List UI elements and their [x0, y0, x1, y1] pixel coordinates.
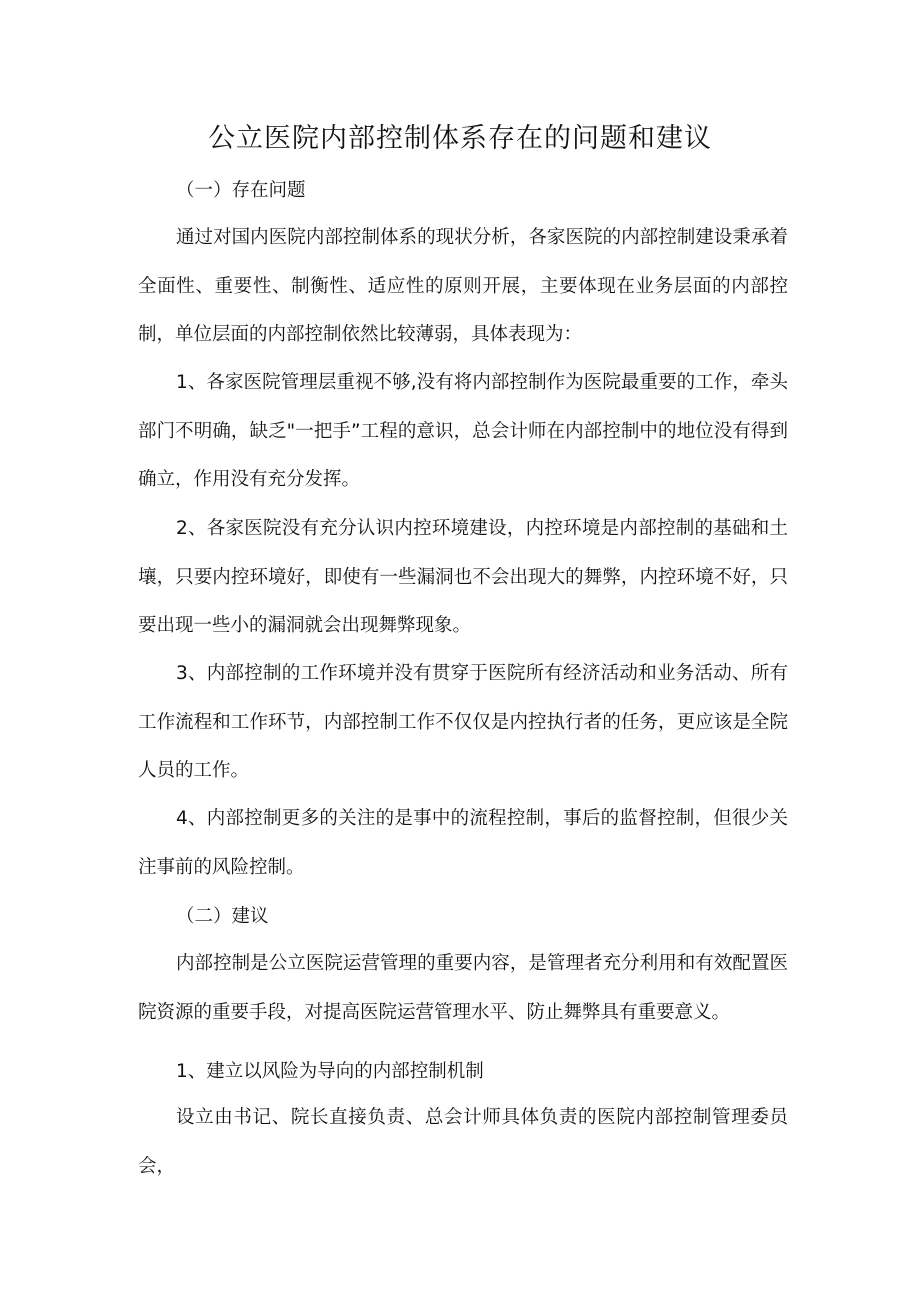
suggestion-intro-paragraph: 内部控制是公立医院运营管理的重要内容，是管理者充分利用和有效配置医院资源的重要手段，对提高医院运营管理水平、防止舞弊具有重要意义。 — [138, 953, 788, 1023]
section-heading-problems: （一）存在问题 — [176, 180, 306, 201]
suggestion-paragraph-1: 设立由书记、院长直接负责、总会计师具体负责的医院内部控制管理委员会， — [138, 1107, 788, 1177]
problem-paragraph-3: 3、内部控制的工作环境并没有贯穿于医院所有经济活动和业务活动、所有工作流程和工作环节，内部控制工作不仅仅是内控执行者的任务，更应该是全院人员的工作。 — [138, 663, 788, 781]
intro-paragraph: 通过对国内医院内部控制体系的现状分析，各家医院的内部控制建设秉承着全面性、重要性、制衡性、适应性的原则开展，主要体现在业务层面的内部控制，单位层面的内部控制依然比较薄弱，具体表现为： — [138, 227, 788, 345]
document-title: 公立医院内部控制体系存在的问题和建议 — [208, 123, 712, 154]
problem-paragraph-4: 4、内部控制更多的关注的是事中的流程控制，事后的监督控制，但很少关注事前的风险控制。 — [138, 808, 788, 878]
problem-paragraph-2: 2、各家医院没有充分认识内控环境建设，内控环境是内部控制的基础和土壤，只要内控环境好，即使有一些漏洞也不会出现大的舞弊，内控环境不好，只要出现一些小的漏洞就会出现舞弊现象。 — [138, 518, 788, 636]
section-heading-suggestions: （二）建议 — [176, 906, 269, 927]
suggestion-heading-1: 1、建立以风险为导向的内部控制机制 — [176, 1061, 484, 1082]
problem-paragraph-1: 1、各家医院管理层重视不够,没有将内部控制作为医院最重要的工作，牵头部门不明确，缺乏"一把手”工程的意识，总会计师在内部控制中的地位没有得到确立，作用没有充分发挥。 — [138, 372, 788, 490]
